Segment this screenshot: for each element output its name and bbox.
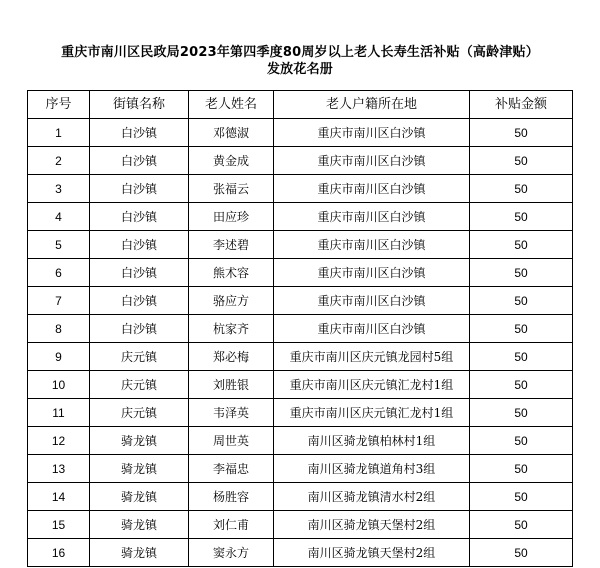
cell-amount: 50 [470,371,573,399]
cell-serial: 8 [28,315,90,343]
cell-elder-name: 李述碧 [189,231,274,259]
cell-elder-name: 杨胜容 [189,483,274,511]
cell-amount: 50 [470,231,573,259]
title-line-1: 重庆市南川区民政局2023年第四季度80周岁以上老人长寿生活补贴（高龄津贴） [61,45,539,60]
table-row [28,539,573,567]
table-row [28,511,573,539]
cell-amount: 50 [470,343,573,371]
cell-serial: 7 [28,287,90,315]
cell-residence: 南川区骑龙镇天堡村2组 [274,539,470,567]
cell-town: 白沙镇 [90,175,189,203]
table-row [28,147,573,175]
cell-elder-name: 窦永方 [189,539,274,567]
header-town: 街镇名称 [90,91,189,119]
cell-town: 庆元镇 [90,343,189,371]
cell-serial: 6 [28,259,90,287]
cell-amount: 50 [470,287,573,315]
cell-serial: 4 [28,203,90,231]
table-row [28,427,573,455]
cell-elder-name: 刘仁甫 [189,511,274,539]
cell-town: 骑龙镇 [90,539,189,567]
cell-residence: 重庆市南川区白沙镇 [274,175,470,203]
header-serial: 序号 [28,91,90,119]
cell-town: 白沙镇 [90,203,189,231]
cell-serial: 10 [28,371,90,399]
cell-elder-name: 骆应方 [189,287,274,315]
cell-elder-name: 邓德淑 [189,119,274,147]
cell-residence: 南川区骑龙镇柏林村1组 [274,427,470,455]
cell-serial: 5 [28,231,90,259]
cell-elder-name: 杭家齐 [189,315,274,343]
cell-elder-name: 田应珍 [189,203,274,231]
cell-town: 骑龙镇 [90,511,189,539]
table-row [28,287,573,315]
cell-residence: 重庆市南川区白沙镇 [274,203,470,231]
table-row [28,119,573,147]
table-header-row [28,91,573,119]
cell-elder-name: 熊术容 [189,259,274,287]
cell-amount: 50 [470,259,573,287]
cell-town: 白沙镇 [90,287,189,315]
header-amount: 补贴金额 [470,91,573,119]
header-elder-name: 老人姓名 [189,91,274,119]
cell-amount: 50 [470,511,573,539]
table-body [28,119,573,567]
table-row [28,371,573,399]
cell-residence: 南川区骑龙镇道角村3组 [274,455,470,483]
cell-residence: 南川区骑龙镇清水村2组 [274,483,470,511]
cell-amount: 50 [470,119,573,147]
cell-elder-name: 韦泽英 [189,399,274,427]
subsidy-roster-table [27,90,573,567]
cell-residence: 重庆市南川区白沙镇 [274,231,470,259]
cell-residence: 重庆市南川区庆元镇龙园村5组 [274,343,470,371]
table-row [28,455,573,483]
cell-amount: 50 [470,455,573,483]
header-residence: 老人户籍所在地 [274,91,470,119]
cell-residence: 重庆市南川区白沙镇 [274,259,470,287]
cell-amount: 50 [470,203,573,231]
cell-town: 白沙镇 [90,259,189,287]
cell-serial: 12 [28,427,90,455]
cell-serial: 15 [28,511,90,539]
cell-serial: 3 [28,175,90,203]
table-row [28,203,573,231]
cell-amount: 50 [470,539,573,567]
cell-elder-name: 周世英 [189,427,274,455]
cell-residence: 重庆市南川区白沙镇 [274,147,470,175]
cell-elder-name: 张福云 [189,175,274,203]
cell-town: 骑龙镇 [90,455,189,483]
cell-town: 骑龙镇 [90,427,189,455]
cell-residence: 重庆市南川区庆元镇汇龙村1组 [274,399,470,427]
cell-elder-name: 郑必梅 [189,343,274,371]
cell-town: 庆元镇 [90,371,189,399]
cell-residence: 重庆市南川区白沙镇 [274,287,470,315]
cell-town: 白沙镇 [90,119,189,147]
cell-serial: 16 [28,539,90,567]
table-row [28,315,573,343]
cell-town: 白沙镇 [90,231,189,259]
cell-serial: 9 [28,343,90,371]
cell-town: 白沙镇 [90,315,189,343]
cell-amount: 50 [470,399,573,427]
cell-residence: 重庆市南川区白沙镇 [274,119,470,147]
cell-serial: 14 [28,483,90,511]
cell-amount: 50 [470,427,573,455]
cell-amount: 50 [470,175,573,203]
table-row [28,343,573,371]
cell-town: 白沙镇 [90,147,189,175]
cell-serial: 13 [28,455,90,483]
title-line-2: 发放花名册 [266,62,333,77]
cell-residence: 南川区骑龙镇天堡村2组 [274,511,470,539]
cell-residence: 重庆市南川区白沙镇 [274,315,470,343]
table-row [28,483,573,511]
cell-amount: 50 [470,483,573,511]
cell-elder-name: 刘胜银 [189,371,274,399]
table-row [28,231,573,259]
cell-amount: 50 [470,147,573,175]
cell-elder-name: 黄金成 [189,147,274,175]
cell-residence: 重庆市南川区庆元镇汇龙村1组 [274,371,470,399]
cell-serial: 1 [28,119,90,147]
cell-town: 庆元镇 [90,399,189,427]
cell-serial: 11 [28,399,90,427]
cell-amount: 50 [470,315,573,343]
cell-serial: 2 [28,147,90,175]
cell-town: 骑龙镇 [90,483,189,511]
document-title [0,44,600,78]
table-row [28,175,573,203]
cell-elder-name: 李福忠 [189,455,274,483]
table-row [28,399,573,427]
table-row [28,259,573,287]
